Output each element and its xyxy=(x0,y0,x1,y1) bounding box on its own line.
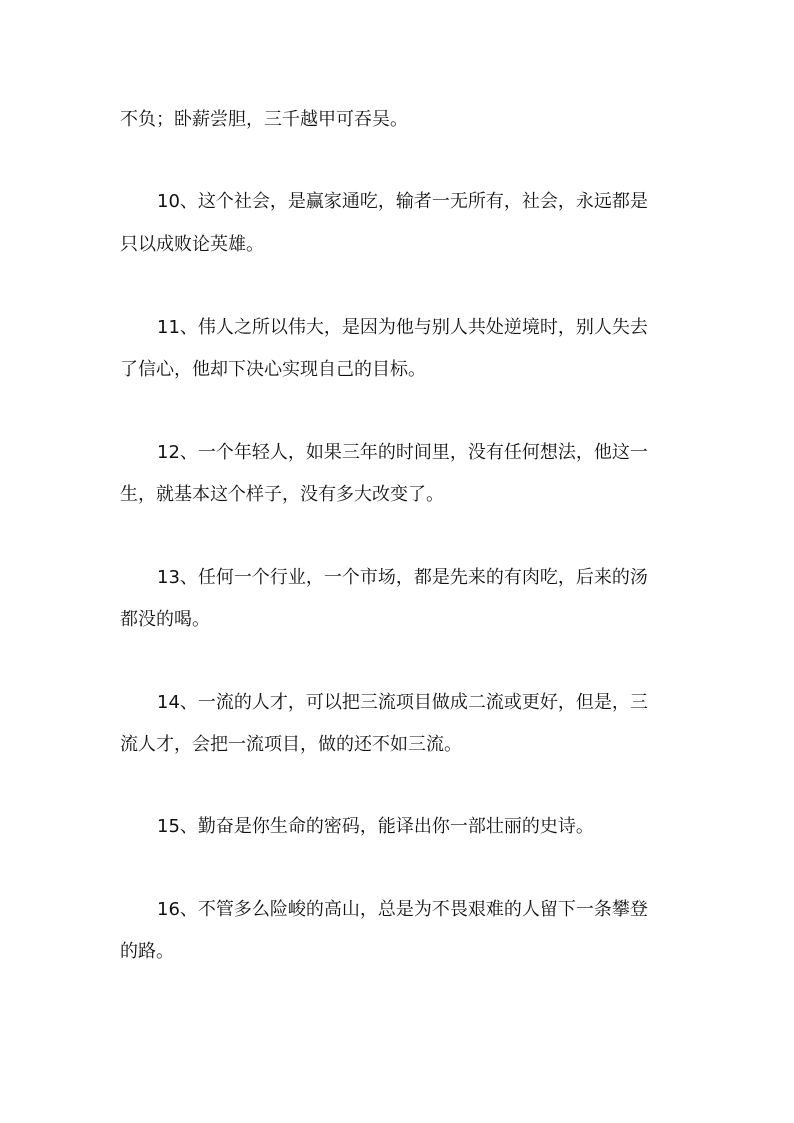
text-line: 流人才，会把一流项目，做的还不如三流。 xyxy=(120,734,462,755)
text-line: 不负；卧薪尝胆，三千越甲可吞吴。 xyxy=(120,109,408,130)
text-line: 16、不管多么险峻的高山，总是为不畏艰难的人留下一条攀登 xyxy=(157,899,648,920)
text-line: 12、一个年轻人，如果三年的时间里，没有任何想法，他这一 xyxy=(157,442,648,463)
text-line: 只以成败论英雄。 xyxy=(120,234,264,255)
text-line: 15、勤奋是你生命的密码，能译出你一部壮丽的史诗。 xyxy=(157,816,594,837)
text-line: 生，就基本这个样子，没有多大改变了。 xyxy=(120,484,444,505)
text-line: 13、任何一个行业，一个市场，都是先来的有肉吃，后来的汤 xyxy=(157,567,648,588)
text-line: 11、伟人之所以伟大，是因为他与别人共处逆境时，别人失去 xyxy=(157,317,648,338)
text-line: 了信心，他却下决心实现自己的目标。 xyxy=(120,359,426,380)
text-line: 14、一流的人才，可以把三流项目做成二流或更好，但是，三 xyxy=(157,692,648,713)
text-line: 的路。 xyxy=(120,941,174,962)
text-line: 10、这个社会，是赢家通吃，输者一无所有，社会，永远都是 xyxy=(157,191,648,212)
text-line: 都没的喝。 xyxy=(120,609,210,630)
